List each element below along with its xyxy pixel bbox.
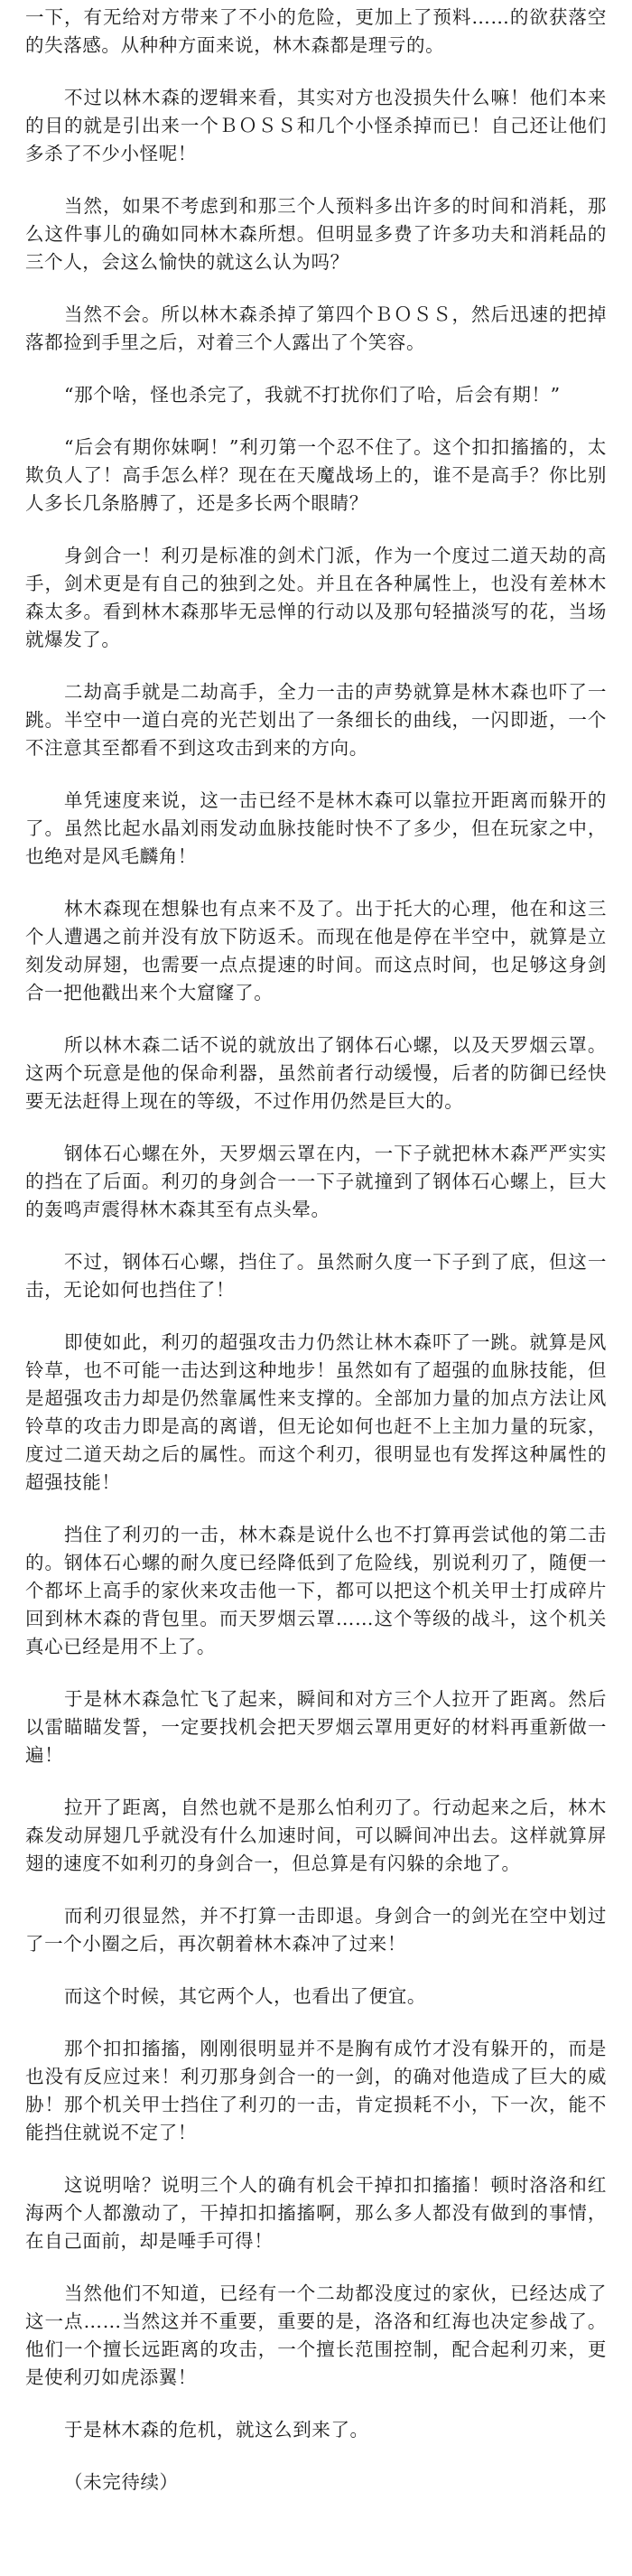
paragraph: 不过，钢体石心螺，挡住了。虽然耐久度一下子到了底，但这一击，无论如何也挡住了！ — [25, 1251, 607, 1301]
paragraph: 于是林木森的危机，就这么到来了。 — [64, 2419, 369, 2441]
paragraph: 林木森现在想躲也有点来不及了。出于托大的心理，他在和这三个人遭遇之前并没有放下防返禾。而现在他是停在半空中，就算是立刻发动屏翅，也需要一点点提速的时间。而这点时间，也足够这身剑合一把他戳出来个大窟窿了。 — [25, 898, 607, 1003]
paragraph: “那个啥，怪也杀完了，我就不打扰你们了哈，后会有期！” — [64, 384, 561, 406]
paragraph: 不过以林木森的逻辑来看，其实对方也没损失什么嘛！他们本来的目的就是引出来一个ＢＯＳＳ和几个小怪杀掉而已！自己还让他们多杀了不少小怪呢！ — [25, 87, 607, 164]
paragraph: 当然他们不知道，已经有一个二劫都没度过的家伙，已经达成了这一点……当然这并不重要，重要的是，洛洛和红海也决定参战了。他们一个擅长远距离的攻击，一个擅长范围控制，配合起利刃来，更是使利刃如虎添翼！ — [25, 2282, 607, 2388]
paragraph: 所以林木森二话不说的就放出了钢体石心螺，以及天罗烟云罩。这两个玩意是他的保命利器，虽然前者行动缓慢，后者的防御已经快要无法赶得上现在的等级，不过作用仍然是巨大的。 — [25, 1034, 607, 1112]
paragraph: 单凭速度来说，这一击已经不是林木森可以靠拉开距离而躲开的了。虽然比起水晶刘雨发动血脉技能时快不了多少，但在玩家之中，也绝对是风毛麟角！ — [25, 789, 607, 867]
paragraph: 当然不会。所以林木森杀掉了第四个ＢＯＳＳ，然后迅速的把掉落都捡到手里之后，对着三个人露出了个笑容。 — [25, 303, 607, 353]
paragraph: 于是林木森急忙飞了起来，瞬间和对方三个人拉开了距离。然后以雷瞄瞄发誓，一定要找机会把天罗烟云罩用更好的材料再重新做一遍！ — [25, 1688, 607, 1766]
paragraph: 挡住了利刃的一击，林木森是说什么也不打算再尝试他的第二击的。钢体石心螺的耐久度已经降低到了危险线，别说利刃了，随便一个都坏上高手的家伙来攻击他一下，都可以把这个机关甲士打成碎片回到林木森的背包里。而天罗烟云罩……这个等级的战斗，这个机关真心已经是用不上了。 — [25, 1524, 607, 1657]
paragraph: 即使如此，利刃的超强攻击力仍然让林木森吓了一跳。就算是风铃草，也不可能一击达到这种地步！虽然如有了超强的血脉技能，但是超强攻击力却是仍然靠属性来支撑的。全部加力量的加点方法让风铃草的攻击力即是高的离谱，但无论如何也赶不上主加力量的玩家，度过二道天劫之后的属性。而这个利刃，很明显也有发挥这种属性的超强技能！ — [25, 1331, 607, 1493]
paragraph: 身剑合一！利刃是标准的剑术门派，作为一个度过二道天劫的高手，剑术更是有自己的独到之处。并且在各种属性上，也没有差林木森太多。看到林木森那毕无忌惮的行动以及那句轻描淡写的花，当场就爆发了。 — [25, 545, 607, 650]
paragraph: 当然，如果不考虑到和那三个人预料多出许多的时间和消耗，那么这件事儿的确如同林木森所想。但明显多费了许多功夫和消耗品的三个人，会这么愉快的就这么认为吗？ — [25, 195, 607, 273]
paragraph: 钢体石心螺在外，天罗烟云罩在内，一下子就把林木森严严实实的挡在了后面。利刃的身剑合一一下子就撞到了钢体石心螺上，巨大的轰鸣声震得林木森其至有点头晕。 — [25, 1143, 607, 1220]
paragraph: 而这个时候，其它两个人，也看出了便宜。 — [64, 1985, 426, 2007]
paragraph: 拉开了距离，自然也就不是那么怕利刃了。行动起来之后，林木森发动屏翅几乎就没有什么加速时间，可以瞬间冲出去。这样就算屏翅的速度不如利刃的身剑合一，但总算是有闪躲的余地了。 — [25, 1797, 607, 1874]
paragraph: 二劫高手就是二劫高手，全力一击的声势就算是林木森也吓了一跳。半空中一道白亮的光芒划出了一条细长的曲线，一闪即逝，一个不注意其至都看不到这攻击到来的方向。 — [25, 681, 607, 759]
paragraph: 一下，有无给对方带来了不小的危险，更加上了预料……的欲获落空的失落感。从种种方面来说，林木森都是理亏的。 — [25, 6, 607, 56]
paragraph: 这说明啥？说明三个人的确有机会干掉扣扣搐搐！顿时洛洛和红海两个人都激动了，干掉扣扣搐搐啊，那么多人都没有做到的事情，在自己面前，却是唾手可得！ — [25, 2174, 607, 2252]
paragraph: 而利刃很显然，并不打算一击即退。身剑合一的剑光在空中划过了一个小圈之后，再次朝着林木森冲了过来！ — [25, 1905, 607, 1955]
to-be-continued-note: （未完待续） — [64, 2471, 179, 2493]
paragraph: “后会有期你妹啊！”利刃第一个忍不住了。这个扣扣搐搐的，太欺负人了！高手怎么样？现在在天魔战场上的，谁不是高手？你比别人多长几条胳膊了，还是多长两个眼睛？ — [25, 436, 607, 514]
paragraph: 那个扣扣搐搐，刚刚很明显并不是胸有成竹才没有躲开的，而是也没有反应过来！利刃那身剑合一的一剑，的确对他造成了巨大的威胁！那个机关甲士挡住了利刃的一击，肯定损耗不小，下一次，能不能挡住就说不定了！ — [25, 2038, 607, 2143]
